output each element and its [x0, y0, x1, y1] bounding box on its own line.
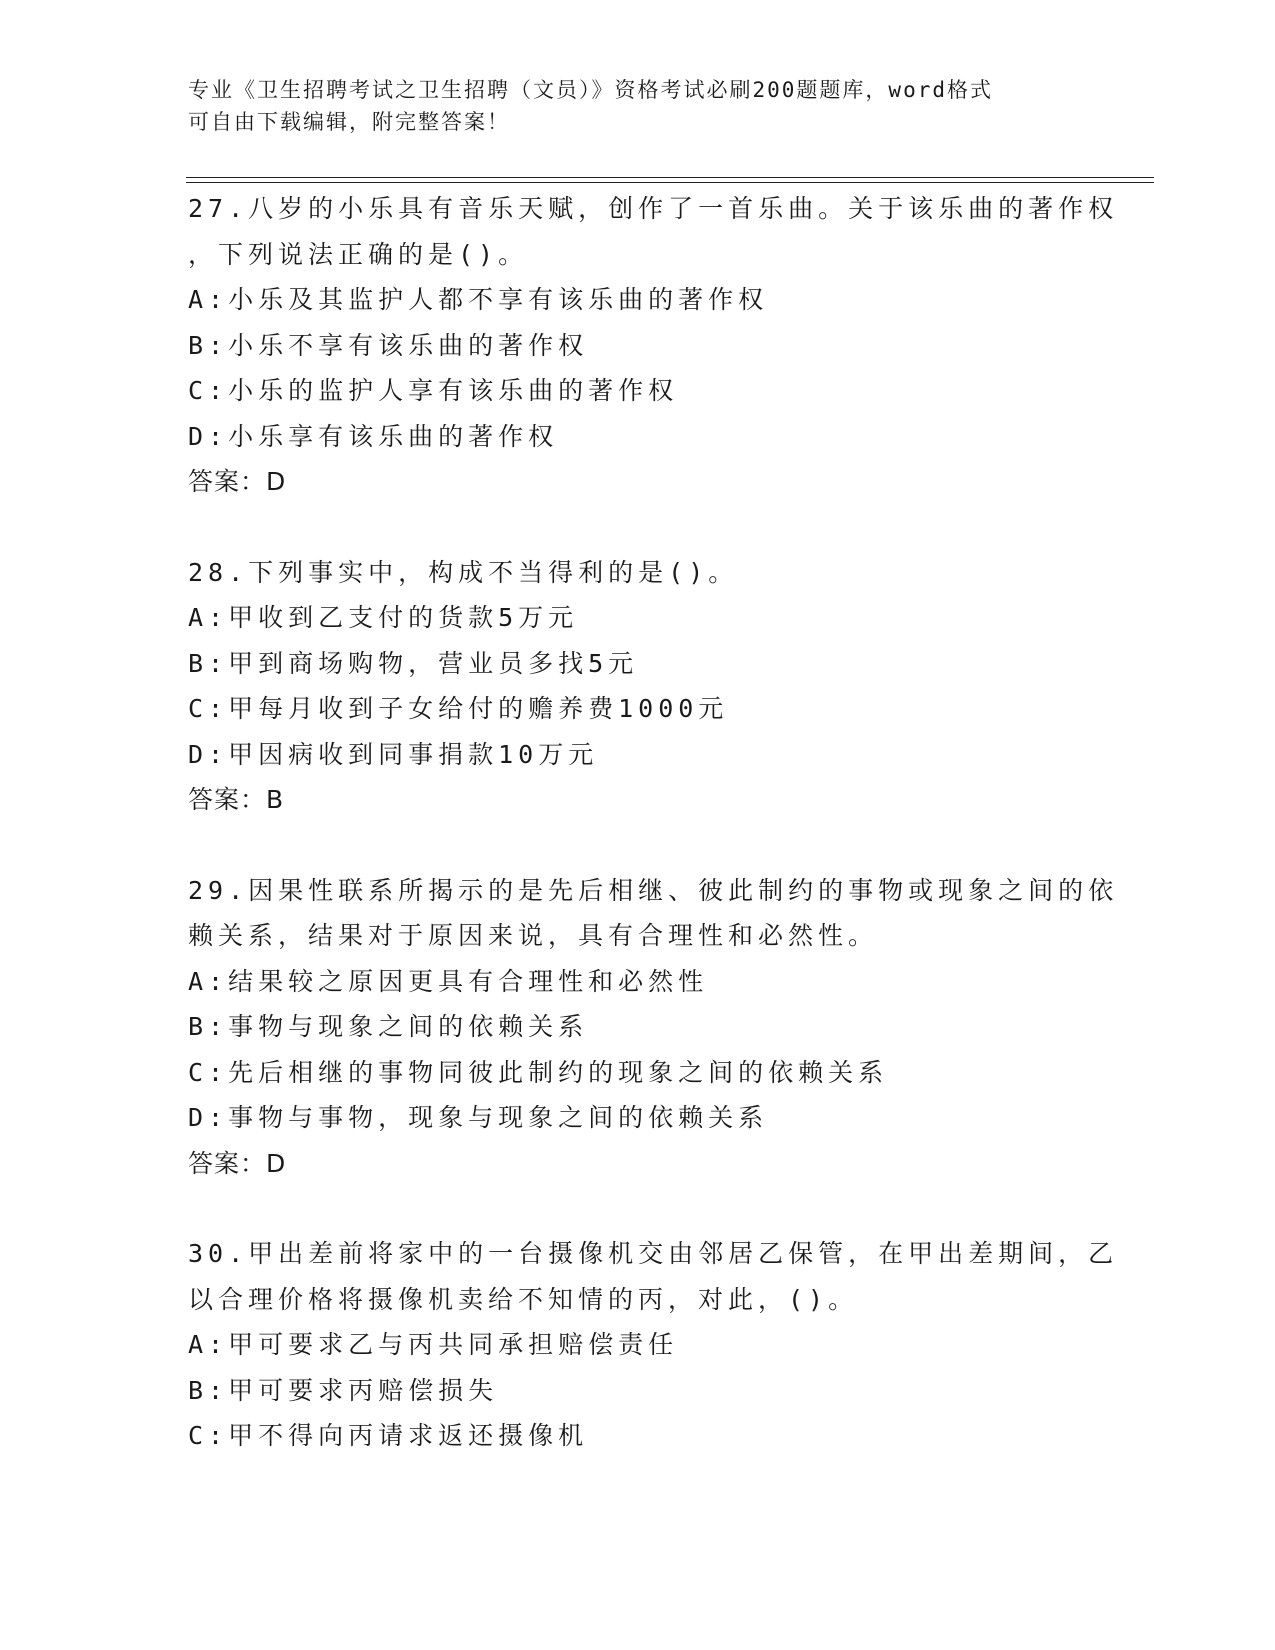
- question-stem-line: ，下列说法正确的是()。: [188, 239, 529, 269]
- question-list: [188, 186, 1119, 1459]
- question-stem-line: 28.下列事实中，构成不当得利的是()。: [188, 557, 739, 587]
- question-stem-line: 27.八岁的小乐具有音乐天赋，创作了一首乐曲。关于该乐曲的著作权: [188, 194, 1119, 223]
- question-stem-line: 29.因果性联系所揭示的是先后相继、彼此制约的事物或现象之间的依: [188, 875, 1119, 905]
- option-c: C:先后相继的事物同彼此制约的现象之间的依赖关系: [188, 1057, 889, 1087]
- option-c: C:甲每月收到子女给付的赡养费1000元: [188, 694, 729, 723]
- option-d: D:甲因病收到同事捐款10万元: [188, 739, 599, 769]
- answer-label: 答案：B: [188, 785, 285, 814]
- option-d: D:事物与事物，现象与现象之间的依赖关系: [188, 1103, 769, 1132]
- answer-label: 答案：D: [188, 1148, 287, 1178]
- option-c: C:小乐的监护人享有该乐曲的著作权: [188, 376, 679, 405]
- header-divider-bottom: [186, 182, 1154, 183]
- answer-label: 答案：D: [188, 467, 287, 496]
- option-a: A:小乐及其监护人都不享有该乐曲的著作权: [188, 285, 769, 314]
- option-c: C:甲不得向丙请求返还摄像机: [188, 1421, 589, 1450]
- question-stem-line: 赖关系，结果对于原因来说，具有合理性和必然性。: [188, 921, 879, 950]
- header-line-2: 可自由下载编辑，附完整答案！: [188, 110, 510, 134]
- header-divider-top: [186, 177, 1154, 178]
- question-30: [188, 1231, 1119, 1459]
- option-d: D:小乐享有该乐曲的著作权: [188, 421, 559, 451]
- option-a: A:甲收到乙支付的货款5万元: [188, 603, 579, 632]
- question-stem-line: 以合理价格将摄像机卖给不知情的丙，对此，()。: [188, 1284, 859, 1314]
- header-line-1: 专业《卫生招聘考试之卫生招聘（文员）》资格考试必刷200题题库，word格式: [188, 78, 993, 102]
- option-b: B:甲到商场购物，营业员多找5元: [188, 648, 639, 678]
- option-b: B:事物与现象之间的依赖关系: [188, 1012, 589, 1041]
- option-a: A:结果较之原因更具有合理性和必然性: [188, 966, 709, 996]
- question-28: [188, 550, 1088, 823]
- question-27: [188, 186, 1119, 505]
- option-b: B:甲可要求丙赔偿损失: [188, 1375, 499, 1405]
- document-header: [188, 74, 1068, 138]
- question-stem-line: 30.甲出差前将家中的一台摄像机交由邻居乙保管，在甲出差期间，乙: [188, 1239, 1119, 1268]
- question-29: [188, 868, 1119, 1187]
- option-b: B:小乐不享有该乐曲的著作权: [188, 330, 589, 360]
- option-a: A:甲可要求乙与丙共同承担赔偿责任: [188, 1330, 679, 1359]
